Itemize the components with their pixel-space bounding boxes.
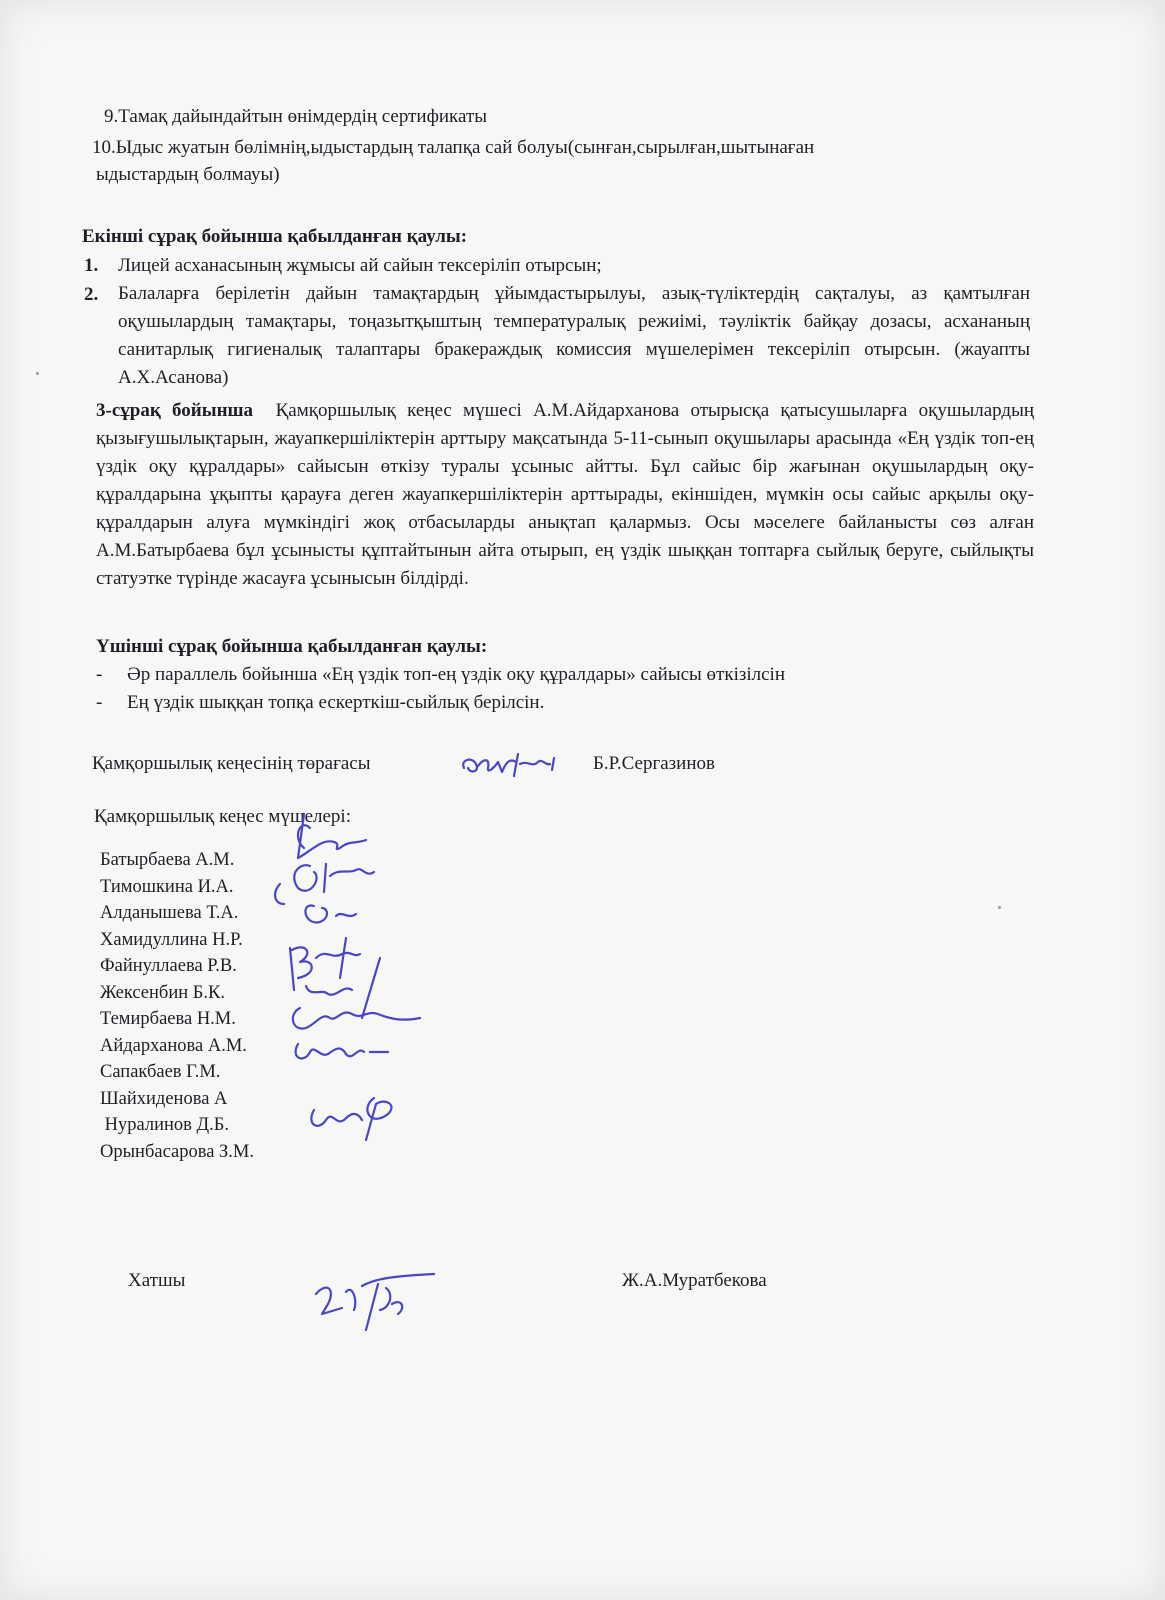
member-name: Батырбаева А.М. <box>100 850 235 870</box>
member-name: Хамидуллина Н.Р. <box>100 929 243 950</box>
decision3-point-2: Ең үздік шыққан топқа ескерткіш-сыйлық берілсін. <box>127 692 545 713</box>
member-name: Шайхиденова А <box>100 1088 228 1109</box>
member-name: Нуралинов Д.Б. <box>100 1115 229 1135</box>
members-heading: Қамқоршылық кеңес мүшелері: <box>94 806 351 827</box>
decision2-point-1: Лицей асханасының жұмысы ай сайын тексеріліп отырсын; <box>118 255 602 276</box>
members-list <box>100 847 254 1165</box>
decision3-point-1: Әр параллель бойынша «Ең үздік топ-ең үздік оқу құралдары» сайысы өткізілсін <box>127 664 785 685</box>
decision2-heading: Екінші сұрақ бойынша қабылданған қаулы: <box>82 226 468 247</box>
question3-text: Қамқоршылық кеңес мүшесі А.М.Айдарханова отырысқа қатысушыларға оқушылардың қызығушылықтарын, жауапкершіліктерін арттыру мақсатында 5-11-сынып оқушылары арасында «Ең үздік топ-ең үздік оқу құралдары» сайысын өткізу туралы ұсыныс айтты. Бұл сайыс бір жағынан оқушылардың оқу-құралдарына ұқыпты қарауға деген жауапкершіліктерін арттырады, екіншіден, мүмкін осы сайыс арқылы оқу-құралдарын алуға мүмкіндігі жоқ отбасыларды анықтап қалармыз. Осы мәселеге байланысты сөз алған А.М.Батырбаева бұл ұсынысты құптайтынын айта отырып, ең үздік шыққан топтарға сыйлық беруге, сыйлықты статуэтке түрінде жасауға ұсынысын білдірді. <box>96 400 1035 589</box>
member-name: Тимошкина И.А. <box>100 876 234 897</box>
scan-speck <box>998 906 1001 909</box>
decision2-number-1: 1. <box>84 255 99 276</box>
secretary-signature <box>306 1264 446 1334</box>
member-name: Орынбасарова З.М. <box>100 1141 255 1162</box>
list-item-10-line1: 10.Ыдыс жуатын бөлімнің,ыдыстардың талапқа сай болуы(сынған,сырылған,шытынаған <box>92 137 815 158</box>
list-item-10-line2: ыдыстардың болмауы) <box>96 164 280 185</box>
decision2-number-2: 2. <box>84 284 99 305</box>
member-name: Алданышева Т.А. <box>100 903 239 923</box>
chair-name: Б.Р.Сергазинов <box>593 753 715 774</box>
list-item-9: 9.Тамақ дайындайтын өнімдердің сертификаты <box>104 106 488 127</box>
decision3-heading: Үшінші сұрақ бойынша қабылданған қаулы: <box>96 636 488 657</box>
member-name: Айдарханова А.М. <box>100 1035 247 1056</box>
member-signatures <box>270 808 450 1148</box>
member-name: Жексенбин Б.К. <box>100 982 225 1003</box>
scan-speck <box>36 372 39 375</box>
secretary-name: Ж.А.Муратбекова <box>622 1270 767 1291</box>
member-name: Файнуллаева Р.В. <box>100 956 237 976</box>
decision3-bullet-1: - <box>96 664 103 685</box>
chair-signature <box>458 748 568 782</box>
question3-lead: 3-сұрақ бойынша <box>96 400 254 421</box>
member-name: Темирбаева Н.М. <box>100 1009 236 1029</box>
question3-paragraph <box>96 397 1034 593</box>
secretary-title: Хатшы <box>128 1270 186 1291</box>
decision3-bullet-2: - <box>96 692 103 713</box>
chair-title: Қамқоршылық кеңесінің төрағасы <box>92 753 371 774</box>
member-name: Сапакбаев Г.М. <box>100 1062 221 1082</box>
decision2-point-2: Балаларға берілетін дайын тамақтардың ұйымдастырылуы, азық-түліктердің сақталуы, аз қамтылған оқушылардың тамақтары, тоңазытқыштың температуралық режиімі, тәуліктік байқау дозасы, асхананың санитарлық гигиеналық талаптары бракераждық комиссия мүшелерімен тексеріліп отырсын. (жауапты А.Х.Асанова) <box>118 283 1030 388</box>
